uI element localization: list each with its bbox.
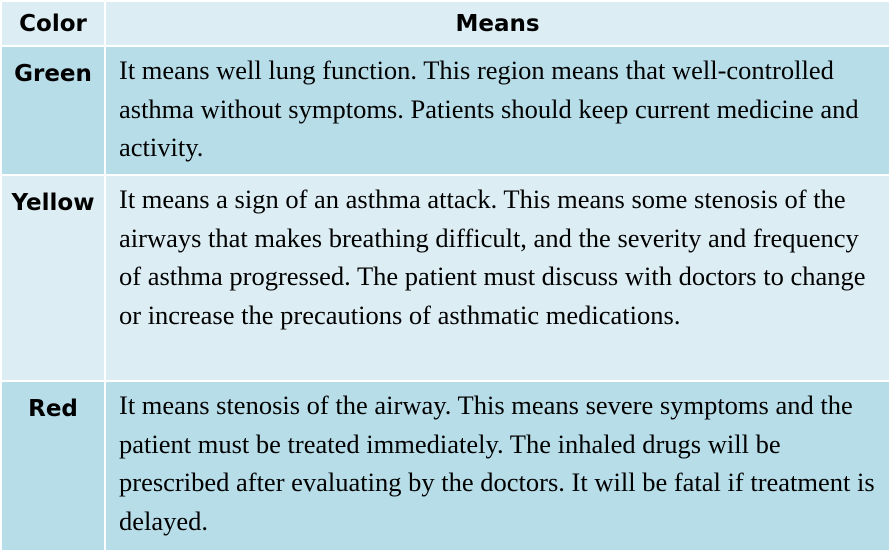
zone-label-red: Red (2, 382, 104, 550)
header-means: Means (106, 2, 889, 45)
table-row-yellow (2, 176, 889, 380)
zone-label-green: Green (2, 47, 104, 174)
table-row-green (2, 47, 889, 174)
table-header-row (2, 2, 889, 45)
table-row-red (2, 382, 889, 550)
zone-meaning-red: It means stenosis of the airway. This means severe symptoms and the patient must be treated immediately. The inhaled drugs will be prescribed after evaluating by the doctors. It will be fatal if treatment is delayed. (106, 382, 889, 550)
asthma-zone-table (2, 2, 889, 550)
header-color: Color (2, 2, 104, 45)
zone-label-yellow: Yellow (2, 176, 104, 380)
zone-meaning-yellow: It means a sign of an asthma attack. This means some stenosis of the airways that makes breathing difficult, and the severity and frequency of asthma progressed. The patient must discuss with doctors to change or increase the precautions of asthmatic medications. (106, 176, 889, 380)
zone-meaning-green: It means well lung function. This region means that well-controlled asthma without symptoms. Patients should keep current medicine and activity. (106, 47, 889, 174)
